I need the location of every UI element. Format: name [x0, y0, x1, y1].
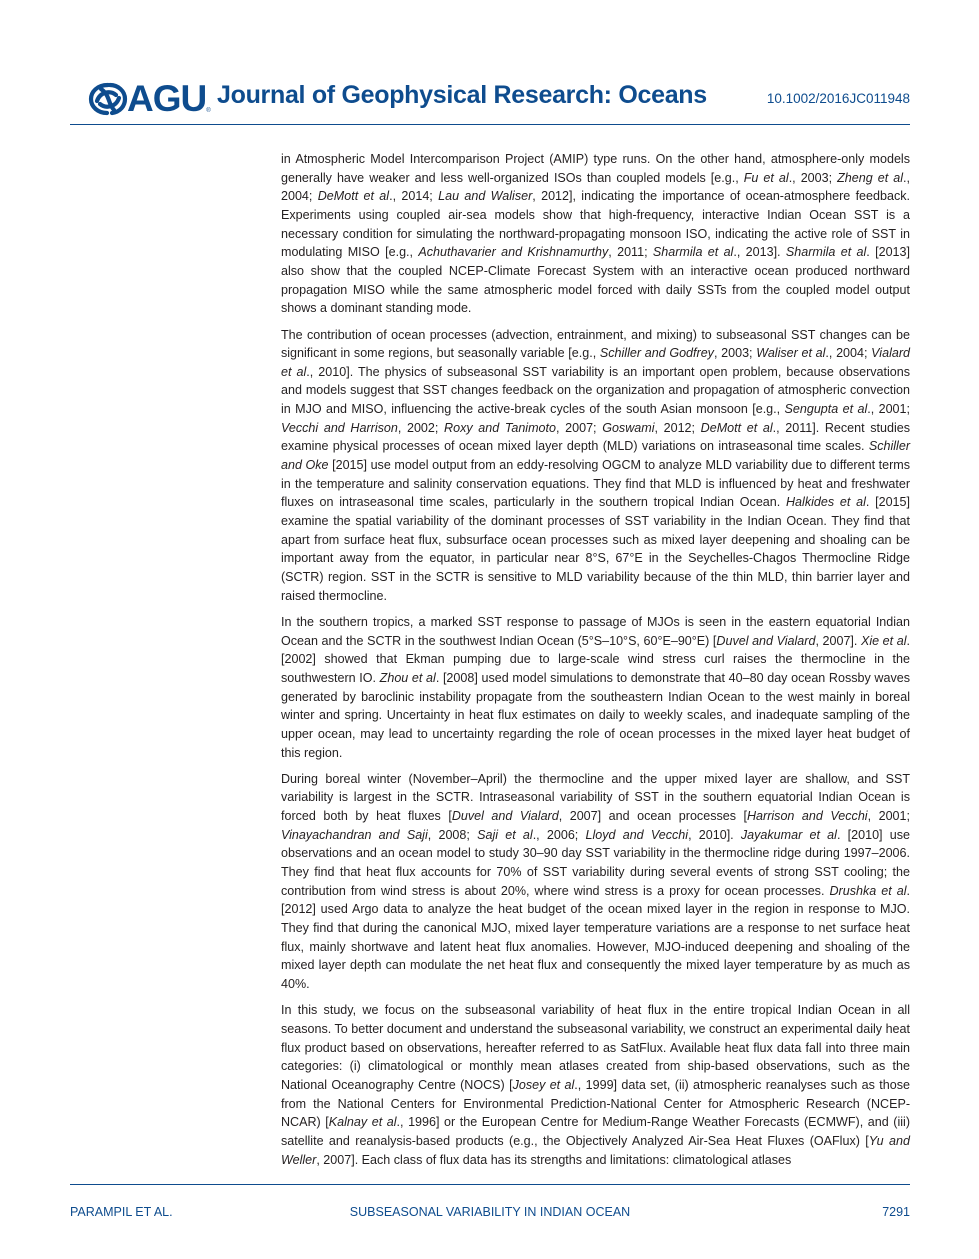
agu-logo-text: AGU [127, 78, 207, 119]
citation-author: Sengupta et al [784, 402, 868, 417]
citation-author: Harrison and Vecchi [747, 809, 868, 824]
text-run: ., 1996] or the European Centre for Medium-Range Weather Forecasts (ECMWF), and (iii) satellite and reanalysis-based products (e.g., the Objectively Analyzed Air-Sea Heat Fluxes (OAFlux) [ [281, 1115, 910, 1148]
citation-author: Kalnay et al [328, 1115, 397, 1130]
citation-author: Drushka et al [829, 883, 907, 898]
citation-author: DeMott et al [317, 189, 390, 204]
citation-author: Zheng et al [837, 170, 904, 185]
text-run: . [2008] used model simulations to demonstrate that 40–80 day ocean Rossby waves generated by baroclinic instability propagate from the southeastern Indian Ocean to the west mainly in boreal winter and spring. Uncertainty in heat flux estimates on daily to weekly scales, and inadequate sampling of the upper ocean, may lead to uncertainty regarding the role of ocean processes in the mixed layer heat budget of this region. [281, 670, 910, 760]
trademark-mark: ® [206, 108, 211, 114]
citation-author: Schiller and Oke [281, 439, 910, 473]
text-run: , 2003; [713, 346, 757, 361]
text-run: , 2011; [608, 245, 653, 260]
paragraph [281, 770, 910, 994]
text-run: [2015] use model output from an eddy-resolving OGCM to analyze MLD variability due to different terms in the temperature and salinity conservation equations. They find that MLD is influenced by heat and freshwater fluxes on intraseasonal time scales, particularly in the southern tropical Indian Ocean. [281, 458, 910, 510]
header-divider [70, 124, 910, 125]
text-run: in Atmospheric Model Intercomparison Project (AMIP) type runs. On the other hand, atmosphere-only models generally have weaker and less well-organized ISOs than coupled models [e.g., [281, 152, 910, 185]
journal-title: Journal of Geophysical Research: Oceans [217, 81, 707, 109]
citation-author: Duvel and Vialard [451, 809, 559, 824]
text-run: . [2010] use observations and an ocean model to study 30–90 day SST variability in the thermocline ridge during 1997–2006. They find that heat flux accounts for 70% of SST variability during several events of strong SST cooling; the contribution from wind stress is about 20%, where wind stress is a proxy for ocean processes. [281, 827, 910, 898]
paragraph [281, 613, 910, 762]
citation-author: Lloyd and Vecchi [585, 827, 689, 842]
text-run: ., 2010]. The physics of subseasonal SST variability is an important open problem, because observations and models suggest that SST changes feedback on the organization and propagation of atmospheric convection in MJO and MISO, influencing the active-break cycles of the south Asian monsoon [e.g., [281, 364, 910, 417]
text-run: , 2007]. [815, 633, 861, 648]
text-run: , 2008; [427, 827, 478, 842]
citation-author: Achuthavarier and Krishnamurthy [418, 245, 609, 260]
citation-author: Lau and Waliser [438, 189, 533, 204]
text-run: ., 2004; [825, 346, 872, 361]
citation-author: Roxy and Tanimoto [444, 420, 556, 435]
text-run: . [2013] also show that the coupled NCEP-Climate Forecast System with an interactive ocean produced northward propagation MISO while the same atmospheric model forced with daily SSTs from the coupled model output shows a dominant standing mode. [281, 245, 911, 316]
agu-logo[interactable] [86, 80, 211, 118]
citation-author: Vinayachandran and Saji [281, 827, 428, 842]
text-run: ., 2006; [532, 827, 586, 842]
citation-author: Duvel and Vialard [716, 633, 816, 648]
citation-author: Halkides et al [786, 495, 866, 510]
text-run: ., 2004; [281, 170, 911, 204]
page-number: 7291 [882, 1205, 910, 1219]
citation-author: Waliser et al [756, 346, 826, 361]
text-run: , 2002; [397, 420, 445, 435]
footer-divider [70, 1184, 910, 1185]
citation-author: DeMott et al [700, 420, 773, 435]
running-title: SUBSEASONAL VARIABILITY IN INDIAN OCEAN [349, 1205, 631, 1219]
text-run: , 2007]. Each class of flux data has its strengths and limitations: climatological atlases [316, 1152, 792, 1167]
text-run: During boreal winter (November–April) the thermocline and the upper mixed layer are shallow, and SST variability is largest in the SCTR. Intraseasonal variability of SST in the southern equatorial Indian Ocean is forced both by heat fluxes [ [281, 771, 910, 824]
citation-author: Fu et al [743, 170, 789, 185]
text-run: ., 2003; [788, 170, 838, 185]
paragraph [281, 326, 910, 606]
text-run: , 2007; [556, 420, 603, 435]
text-run: ., 2001; [867, 402, 910, 417]
text-run: ., 2011]. Recent studies examine physical processes of ocean mixed layer depth (MLD) variations on intraseasonal time scales. [281, 420, 911, 454]
citation-author: Vialard et al [281, 346, 910, 379]
text-run: , 2001; [867, 809, 910, 824]
citation-author: Xie et al [860, 633, 907, 648]
citation-author: Vecchi and Harrison [281, 420, 398, 435]
text-run: The contribution of ocean processes (advection, entrainment, and mixing) to subseasonal SST changes can be significant in some regions, but seasonally variable [e.g., [281, 327, 910, 361]
citation-author: Schiller and Godfrey [599, 346, 714, 361]
text-run: , 2012], indicating the importance of ocean-atmosphere feedback. Experiments using coupled air-sea models show that high-frequency, interactive Indian Ocean SST is a necessary condition for simulating the northward-propagating monsoon ISO, indicating the active role of SST in modulating MISO [e.g., [281, 189, 910, 260]
text-run: . [2002] showed that Ekman pumping due to large-scale wind stress curl raises the thermocline in the southwestern IO. [281, 633, 910, 685]
citation-author: Sharmila et al [785, 245, 867, 260]
citation-author: Yu and Weller [281, 1133, 910, 1167]
text-run: In the southern tropics, a marked SST response to passage of MJOs is seen in the eastern equatorial Indian Ocean and the SCTR in the southwest Indian Ocean (5°S–10°S, 60°E–90°E) [ [281, 614, 910, 648]
text-run: ., 2014; [389, 189, 439, 204]
text-run: , 2007] and ocean processes [ [558, 809, 747, 824]
text-run: , 2012; [654, 420, 701, 435]
text-run: , 2010]. [688, 827, 741, 842]
text-run: In this study, we focus on the subseasonal variability of heat flux in the entire tropical Indian Ocean in all seasons. To better document and understand the subseasonal variability, we construct an experimental daily heat flux product based on observations, hereafter referred to as SatFlux. Available heat flux data fall into three main categories: (i) climatological or monthly mean atlases created from ship-based observations, such as the National Oceanography Centre (NOCS) [ [281, 1003, 910, 1092]
article-body [281, 150, 910, 1177]
text-run: ., 2013]. [733, 245, 786, 260]
citation-author: Jayakumar et al [740, 827, 837, 842]
citation-author: Zhou et al [379, 670, 436, 685]
text-run: ., 1999] data set, (ii) atmospheric reanalyses such as those from the National Centers for Environmental Prediction-National Center for Atmospheric Research (NCEP-NCAR) [ [281, 1077, 910, 1130]
citation-author: Sharmila et al [652, 245, 734, 260]
citation-author: Saji et al [477, 827, 533, 842]
citation-author: Goswami [602, 420, 655, 435]
text-run: . [2015] examine the spatial variability of the dominant processes of SST variability in the Indian Ocean. They find that apart from surface heat flux, subsurface ocean processes such as mixed layer deepening and shoaling can be important away from the equator, in particular near 8°S, 67°E in the Seychelles-Chagos Thermocline Ridge (SCTR) region. SST in the SCTR is sensitive to MLD variability because of the thin MLD, thin barrier layer and raised thermocline. [281, 495, 911, 603]
text-run: . [2012] used Argo data to analyze the heat budget of the ocean mixed layer in the region in response to MJO. They find that during the canonical MJO, mixed layer temperature variations are a response to net surface heat flux, mainly shortwave and latent heat flux anomalies. However, MJO-induced deepening and shoaling of the mixed layer depth can modulate the net heat flux and consequently the mixed layer temperature by as much as 40%. [281, 883, 911, 991]
paragraph [281, 150, 910, 318]
paragraph [281, 1001, 910, 1169]
journal-header [70, 78, 910, 126]
agu-globe-icon [86, 80, 130, 118]
citation-author: Josey et al [512, 1077, 575, 1092]
doi-link[interactable]: 10.1002/2016JC011948 [766, 91, 910, 106]
page-footer [70, 1205, 910, 1221]
footer-authors: PARAMPIL ET AL. [70, 1205, 173, 1219]
